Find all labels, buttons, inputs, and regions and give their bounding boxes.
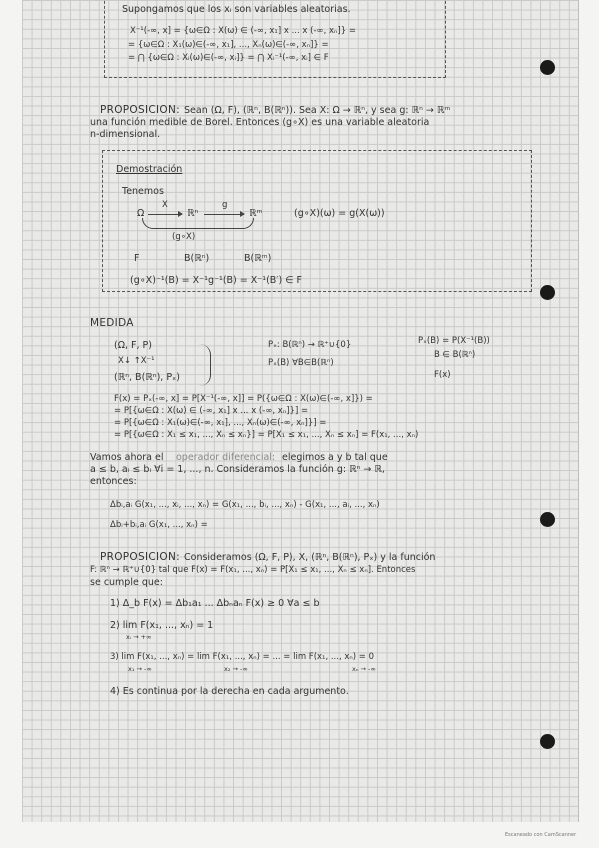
section1-intro: Supongamos que los xᵢ son variables aleatorias. [122, 4, 351, 15]
proposition-1-line1: Sean (Ω, F), (ℝⁿ, B(ℝⁿ)). Sea X: Ω → ℝⁿ, y sea g: ℝⁿ → ℝᵐ [184, 105, 451, 116]
target-space: (ℝⁿ, B(ℝⁿ), Pₓ) [114, 372, 180, 383]
delta-formula-2: Δbᵢ+bᵢ,aᵢ G(x₁, ..., xₙ) = [110, 520, 208, 530]
medida-title: MEDIDA [90, 317, 134, 329]
sigma-B-rn: B(ℝⁿ) [184, 253, 210, 264]
distribution-eq1: F(x) = Pₓ(-∞, x] = P[X⁻¹(-∞, x]] = P({ω∈Ω : X(ω)∈(-∞, x]}) = [114, 394, 373, 404]
proposition-1-line3: n-dimensional. [90, 129, 161, 140]
diagram-rn: ℝⁿ [187, 208, 199, 219]
diagram-x-label: X [162, 200, 168, 210]
diagram-g-label: g [222, 200, 228, 210]
demonstration-tenemos: Tenemos [122, 186, 164, 197]
notebook-page [22, 0, 579, 822]
diagram-composite: (g∘X) [172, 232, 196, 242]
preimage-equation: (g∘X)⁻¹(B) = X⁻¹g⁻¹(B) = X⁻¹(B′) ∈ F [130, 275, 302, 286]
proposition-1-title: PROPOSICION: [100, 104, 180, 116]
proposition-1-line2: una función medible de Borel. Entonces (g∘X) es una variable aleatoria [90, 117, 430, 128]
proposition-2-line3: se cumple que: [90, 577, 163, 588]
mapping-brace [200, 344, 211, 386]
proposition-2-line2: F: ℝⁿ → ℝ⁺∪{0} tal que F(x) = F(x₁, ..., xₙ) = P[X₁ ≤ x₁, ..., Xₙ ≤ xₙ]. Entonces [90, 565, 416, 575]
arrow-g [204, 214, 244, 215]
property-2: 2) lim F(x₁, ..., xₙ) = 1 [110, 620, 214, 631]
property-3: 3) lim F(x₁, ..., xₙ) = lim F(x₁, ..., xₙ) = ... = lim F(x₁, ..., xₙ) = 0 [110, 652, 375, 662]
sigma-F: F [134, 253, 140, 264]
random-variable-arrows: X↓ ↑X⁻¹ [118, 356, 155, 366]
distribution-eq2: = P[{ω∈Ω : X(ω) ∈ (-∞, x₁] x ... x (-∞, xₙ]}] = [114, 406, 309, 416]
px-definition: Pₓ: B(ℝⁿ) → ℝ⁺∪{0} [268, 340, 352, 350]
section1-eq2: = {ω∈Ω : X₁(ω)∈(-∞, x₁], ..., Xₙ(ω)∈(-∞, xₙ]} = [128, 40, 329, 50]
binder-hole-upper-mid [540, 285, 555, 300]
composition-rule: (g∘X)(ω) = g(X(ω)) [294, 208, 385, 219]
arrow-x [148, 214, 182, 215]
operator-line2: a ≤ b, aᵢ ≤ bᵢ ∀i = 1, ..., n. Consideramos la función g: ℝⁿ → ℝ, [90, 464, 385, 475]
demonstration-title: Demostración [116, 164, 183, 175]
binder-hole-top [540, 60, 555, 75]
probability-space: (Ω, F, P) [114, 340, 152, 351]
property-3-sub-2: x₂ → -∞ [224, 665, 248, 673]
section1-eq1: X⁻¹(-∞, x] = {ω∈Ω : X(ω) ∈ (-∞, x₁] x ... x (-∞, xₙ]} = [130, 26, 356, 36]
property-2-limit-sub: xᵢ → +∞ [126, 633, 152, 641]
scanner-watermark: Escaneado con CamScanner [505, 832, 577, 838]
diagram-omega: Ω [137, 208, 145, 219]
proposition-2-title: PROPOSICION: [100, 551, 180, 563]
property-3-sub-3: xₙ → -∞ [352, 665, 376, 673]
property-4: 4) Es continua por la derecha en cada argumento. [110, 686, 349, 697]
operator-line3: entonces: [90, 476, 137, 487]
operator-highlight: operador diferencial: [176, 452, 276, 463]
property-3-sub-1: x₁ → -∞ [128, 665, 152, 673]
delta-formula-1: Δbᵢ,aᵢ G(x₁, ..., xᵢ, ..., xₙ) = G(x₁, ..., bᵢ, ..., xₙ) - G(x₁, ..., aᵢ, ..., xₙ) [110, 500, 380, 510]
sigma-B-rm: B(ℝᵐ) [244, 253, 272, 264]
distribution-eq4: = P[{ω∈Ω : X₁ ≤ x₁, ..., Xₙ ≤ xₙ}] = P[X₁ ≤ x₁, ..., Xₙ ≤ xₙ] = F(x₁, ..., xₙ) [114, 430, 419, 440]
px-right-2: B ∈ B(ℝⁿ) [434, 350, 476, 360]
px-right-3: F(x) [434, 370, 451, 380]
distribution-eq3: = P[{ω∈Ω : X₁(ω)∈(-∞, x₁], ..., Xₙ(ω)∈(-∞, xₙ]}] = [114, 418, 327, 428]
operator-line1-c: elegimos a y b tal que [282, 452, 388, 463]
section1-eq3: = ⋂ {ω∈Ω : Xᵢ(ω)∈(-∞, xᵢ]} = ⋂ Xᵢ⁻¹(-∞, xᵢ] ∈ F [128, 53, 329, 63]
px-of-B: Pₓ(B) ∀B∈B(ℝⁿ) [268, 358, 334, 368]
binder-hole-bottom [540, 734, 555, 749]
operator-line1-a: Vamos ahora el [90, 452, 164, 463]
px-right-1: Pₓ(B) = P(X⁻¹(B)) [418, 336, 490, 346]
property-1: 1) Δ_b F(x) = Δb₁a₁ ... Δbₙaₙ F(x) ≥ 0 ∀a ≤ b [110, 598, 320, 609]
diagram-rm: ℝᵐ [249, 208, 263, 219]
proposition-2-line1: Consideramos (Ω, F, P), X, (ℝⁿ, B(ℝⁿ), Pₓ) y la función [184, 552, 436, 563]
composite-arrow-curve [142, 218, 254, 229]
binder-hole-lower-mid [540, 512, 555, 527]
